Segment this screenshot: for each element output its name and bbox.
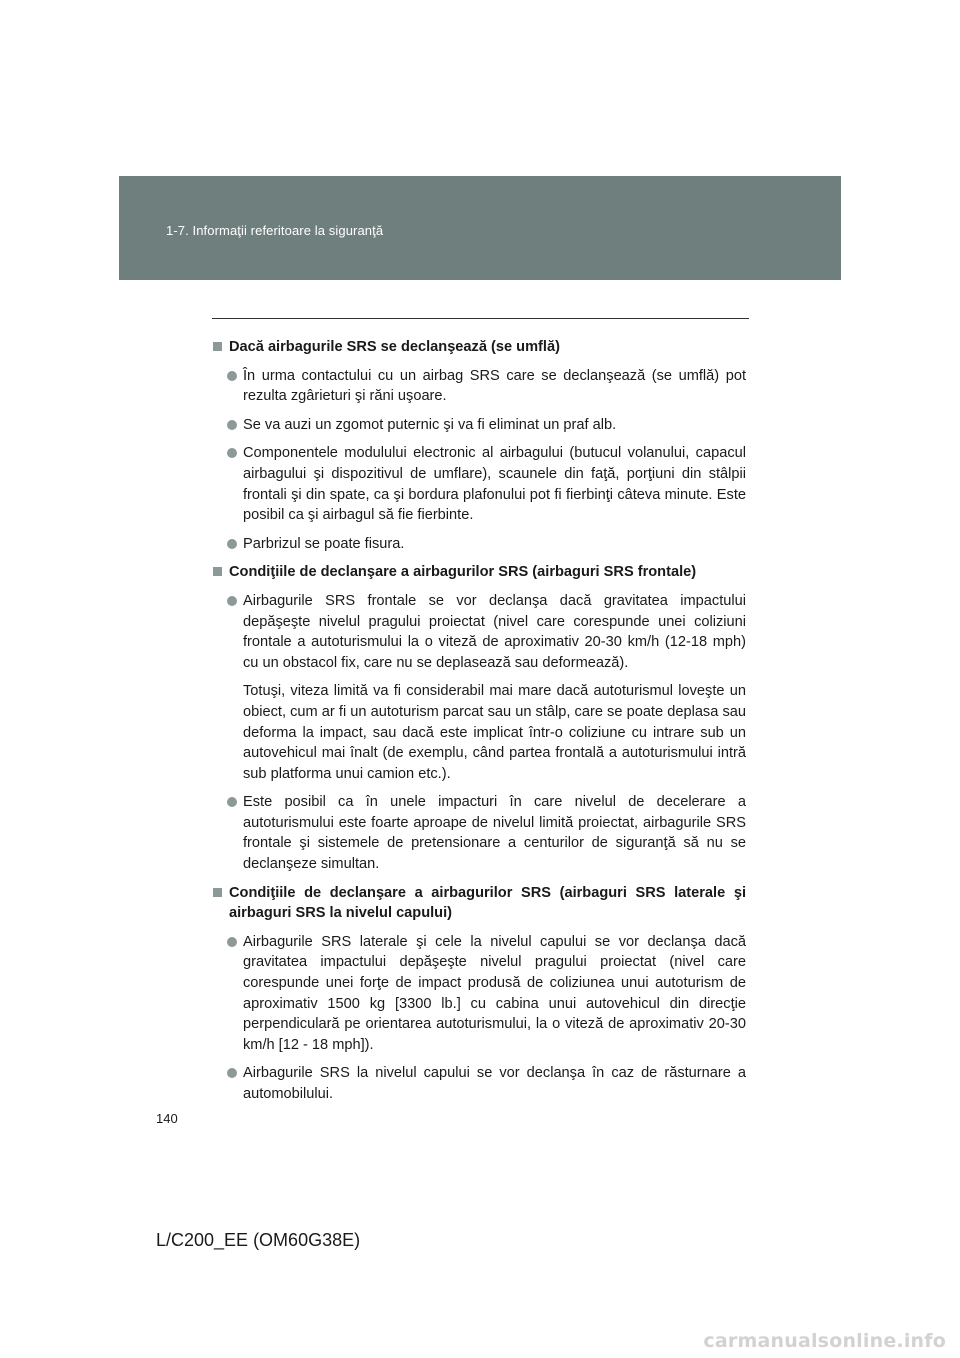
square-bullet-icon — [213, 567, 222, 576]
list-item-text: Se va auzi un zgomot puternic şi va fi eliminat un praf alb. — [243, 416, 617, 433]
circle-bullet-icon — [227, 937, 237, 947]
section-title: 1-7. Informaţii referitoare la siguranţă — [166, 223, 384, 238]
list-item — [212, 415, 746, 436]
circle-bullet-icon — [227, 371, 237, 381]
watermark: carmanualsonline.info — [703, 1330, 946, 1352]
circle-bullet-icon — [227, 448, 237, 458]
circle-bullet-icon — [227, 797, 237, 807]
section-heading-text: Condiţiile de declanşare a airbagurilor SRS (airbaguri SRS frontale) — [229, 564, 697, 581]
circle-bullet-icon — [227, 596, 237, 606]
section-heading — [212, 883, 746, 924]
list-item — [212, 534, 746, 555]
list-item-text: Airbagurile SRS laterale şi cele la nivelul capului se vor declanşa dacă gravitatea impactului depăşeşte nivelul pragului proiectat (nivel care corespunde unei forţe de impact produsă de coliziunea unui autoturism de aproximativ 1500 kg [3300 lb.] cu cabina unui autovehicul din direcţie perpendiculară pe orientarea autoturismului, la o viteză de aproximativ 20-30 km/h [12 - 18 mph]). — [243, 933, 746, 1053]
model-code: L/C200_EE (OM60G38E) — [156, 1230, 361, 1250]
list-item — [212, 443, 746, 525]
circle-bullet-icon — [227, 420, 237, 430]
list-item — [212, 792, 746, 874]
page-content — [212, 337, 746, 1113]
list-item-text: Parbrizul se poate fisura. — [243, 535, 405, 552]
list-item-text: Airbagurile SRS la nivelul capului se vor declanşa în caz de răsturnare a automobilului. — [243, 1065, 746, 1102]
section-header-band — [119, 176, 841, 280]
list-item — [212, 366, 746, 407]
section-heading-text: Dacă airbagurile SRS se declanşează (se umflă) — [229, 339, 560, 355]
circle-bullet-icon — [227, 1068, 237, 1078]
circle-bullet-icon — [227, 539, 237, 549]
section-heading — [212, 562, 746, 583]
list-item — [212, 932, 746, 1056]
list-item-text: Airbagurile SRS frontale se vor declanşa dacă gravitatea impactului depăşeşte nivelul pragului proiectat (nivel care corespunde unei coliziuni frontale a autoturismului la o viteză de aproximativ 20-30 km/h (12-18 mph) cu un obstacol fix, care nu se deplasează sau deformează). — [243, 592, 746, 671]
continuation-paragraph: Totuşi, viteza limită va fi considerabil mai mare dacă autoturismul loveşte un obiect, cum ar fi un autoturism parcat sau un stâlp, care se poate deplasa sau deforma la impact, sau dacă este implicat într-o coliziune cu intrare sub un autovehicul mai înalt (de exemplu, când partea frontală a autoturismului intră sub platforma unui camion etc.). — [243, 683, 746, 782]
list-item-text: În urma contactului cu un airbag SRS care se declanşează (se umflă) pot rezulta zgârieturi şi răni uşoare. — [243, 367, 746, 405]
list-item-text: Componentele modulului electronic al airbagului (butucul volanului, capacul airbagului şi dispozitivul de umflare), scaunele din faţă, porţiuni din stâlpii frontali şi din spate, ca şi bordura plafonului pot fi fierbinţi câteva minute. Este posibil ca şi airbagul să fie fierbinte. — [243, 445, 746, 524]
page-number: 140 — [156, 1111, 178, 1126]
square-bullet-icon — [213, 888, 222, 897]
list-item-text: Este posibil ca în unele impacturi în care nivelul de decelerare a autoturismului este foarte aproape de nivelul limită proiectat, airbagurile SRS frontale şi sistemele de pretensionare a centurilor de siguranţă să nu se declanşeze simultan. — [243, 794, 746, 873]
list-item — [212, 1063, 746, 1104]
top-divider — [212, 318, 749, 319]
list-item — [212, 591, 746, 673]
section-heading — [212, 337, 746, 358]
section-heading-text: Condiţiile de declanşare a airbagurilor SRS (airbaguri SRS laterale şi airbaguri SRS la nivelul capului) — [229, 884, 746, 922]
square-bullet-icon — [213, 342, 222, 351]
